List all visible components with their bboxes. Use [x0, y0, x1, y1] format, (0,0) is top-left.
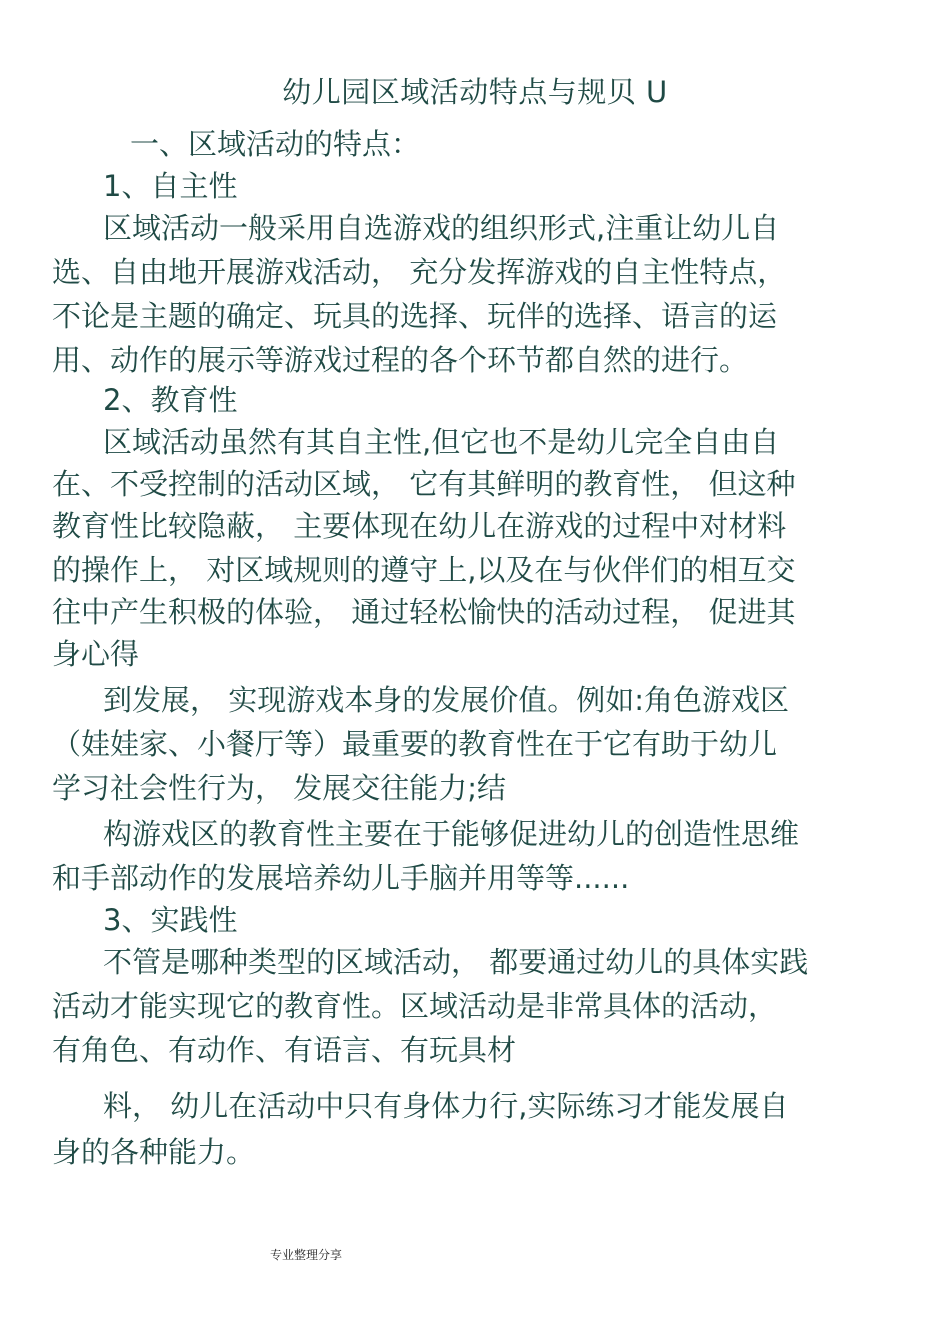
paragraph-line: 用、动作的展示等游戏过程的各个环节都自然的进行。 — [52, 343, 749, 377]
paragraph-line: 选、自由地开展游戏活动， 充分发挥游戏的自主性特点， — [52, 255, 787, 289]
paragraph-line: 在、不受控制的活动区域， 它有其鲜明的教育性， 但这种 — [52, 467, 796, 501]
paragraph-line: 不论是主题的确定、玩具的选择、玩伴的选择、语言的运 — [52, 299, 778, 333]
paragraph-line: （娃娃家、小餐厅等）最重要的教育性在于它有助于幼儿 — [52, 727, 778, 761]
subheading-education: 2、教育性 — [103, 383, 238, 417]
paragraph-line: 学习社会性行为， 发展交往能力;结 — [52, 771, 506, 805]
document-title: 幼儿园区域活动特点与规贝 U — [282, 75, 668, 109]
paragraph-line: 不管是哪种类型的区域活动， 都要通过幼儿的具体实践 — [103, 945, 809, 979]
paragraph-line: 身的各种能力。 — [52, 1135, 256, 1169]
paragraph-line: 构游戏区的教育性主要在于能够促进幼儿的创造性思维 — [103, 817, 800, 851]
paragraph-line: 和手部动作的发展培养幼儿手脑并用等等...... — [52, 861, 630, 895]
paragraph-line: 到发展， 实现游戏本身的发展价值。例如:角色游戏区 — [103, 683, 789, 717]
paragraph-line: 有角色、有动作、有语言、有玩具材 — [52, 1033, 517, 1067]
paragraph-line: 身心得 — [52, 637, 140, 671]
paragraph-line: 料， 幼儿在活动中只有身体力行,实际练习才能发展自 — [103, 1089, 789, 1123]
paragraph-line: 区域活动虽然有其自主性,但它也不是幼儿完全自由自 — [103, 425, 780, 459]
paragraph-line: 活动才能实现它的教育性。区域活动是非常具体的活动， — [52, 989, 778, 1023]
page-footer: 专业整理分享 — [270, 1248, 343, 1262]
paragraph-line: 教育性比较隐蔽， 主要体现在幼儿在游戏的过程中对材料 — [52, 509, 787, 543]
subheading-practice: 3、实践性 — [103, 903, 238, 937]
paragraph-line: 的操作上， 对区域规则的遵守上,以及在与伙伴们的相互交 — [52, 553, 796, 587]
paragraph-line: 区域活动一般采用自选游戏的组织形式,注重让幼儿自 — [103, 211, 780, 245]
section-heading-features: 一、区域活动的特点： — [130, 127, 421, 161]
subheading-autonomy: 1、自主性 — [103, 169, 238, 203]
paragraph-line: 往中产生积极的体验， 通过轻松愉快的活动过程， 促进其 — [52, 595, 796, 629]
